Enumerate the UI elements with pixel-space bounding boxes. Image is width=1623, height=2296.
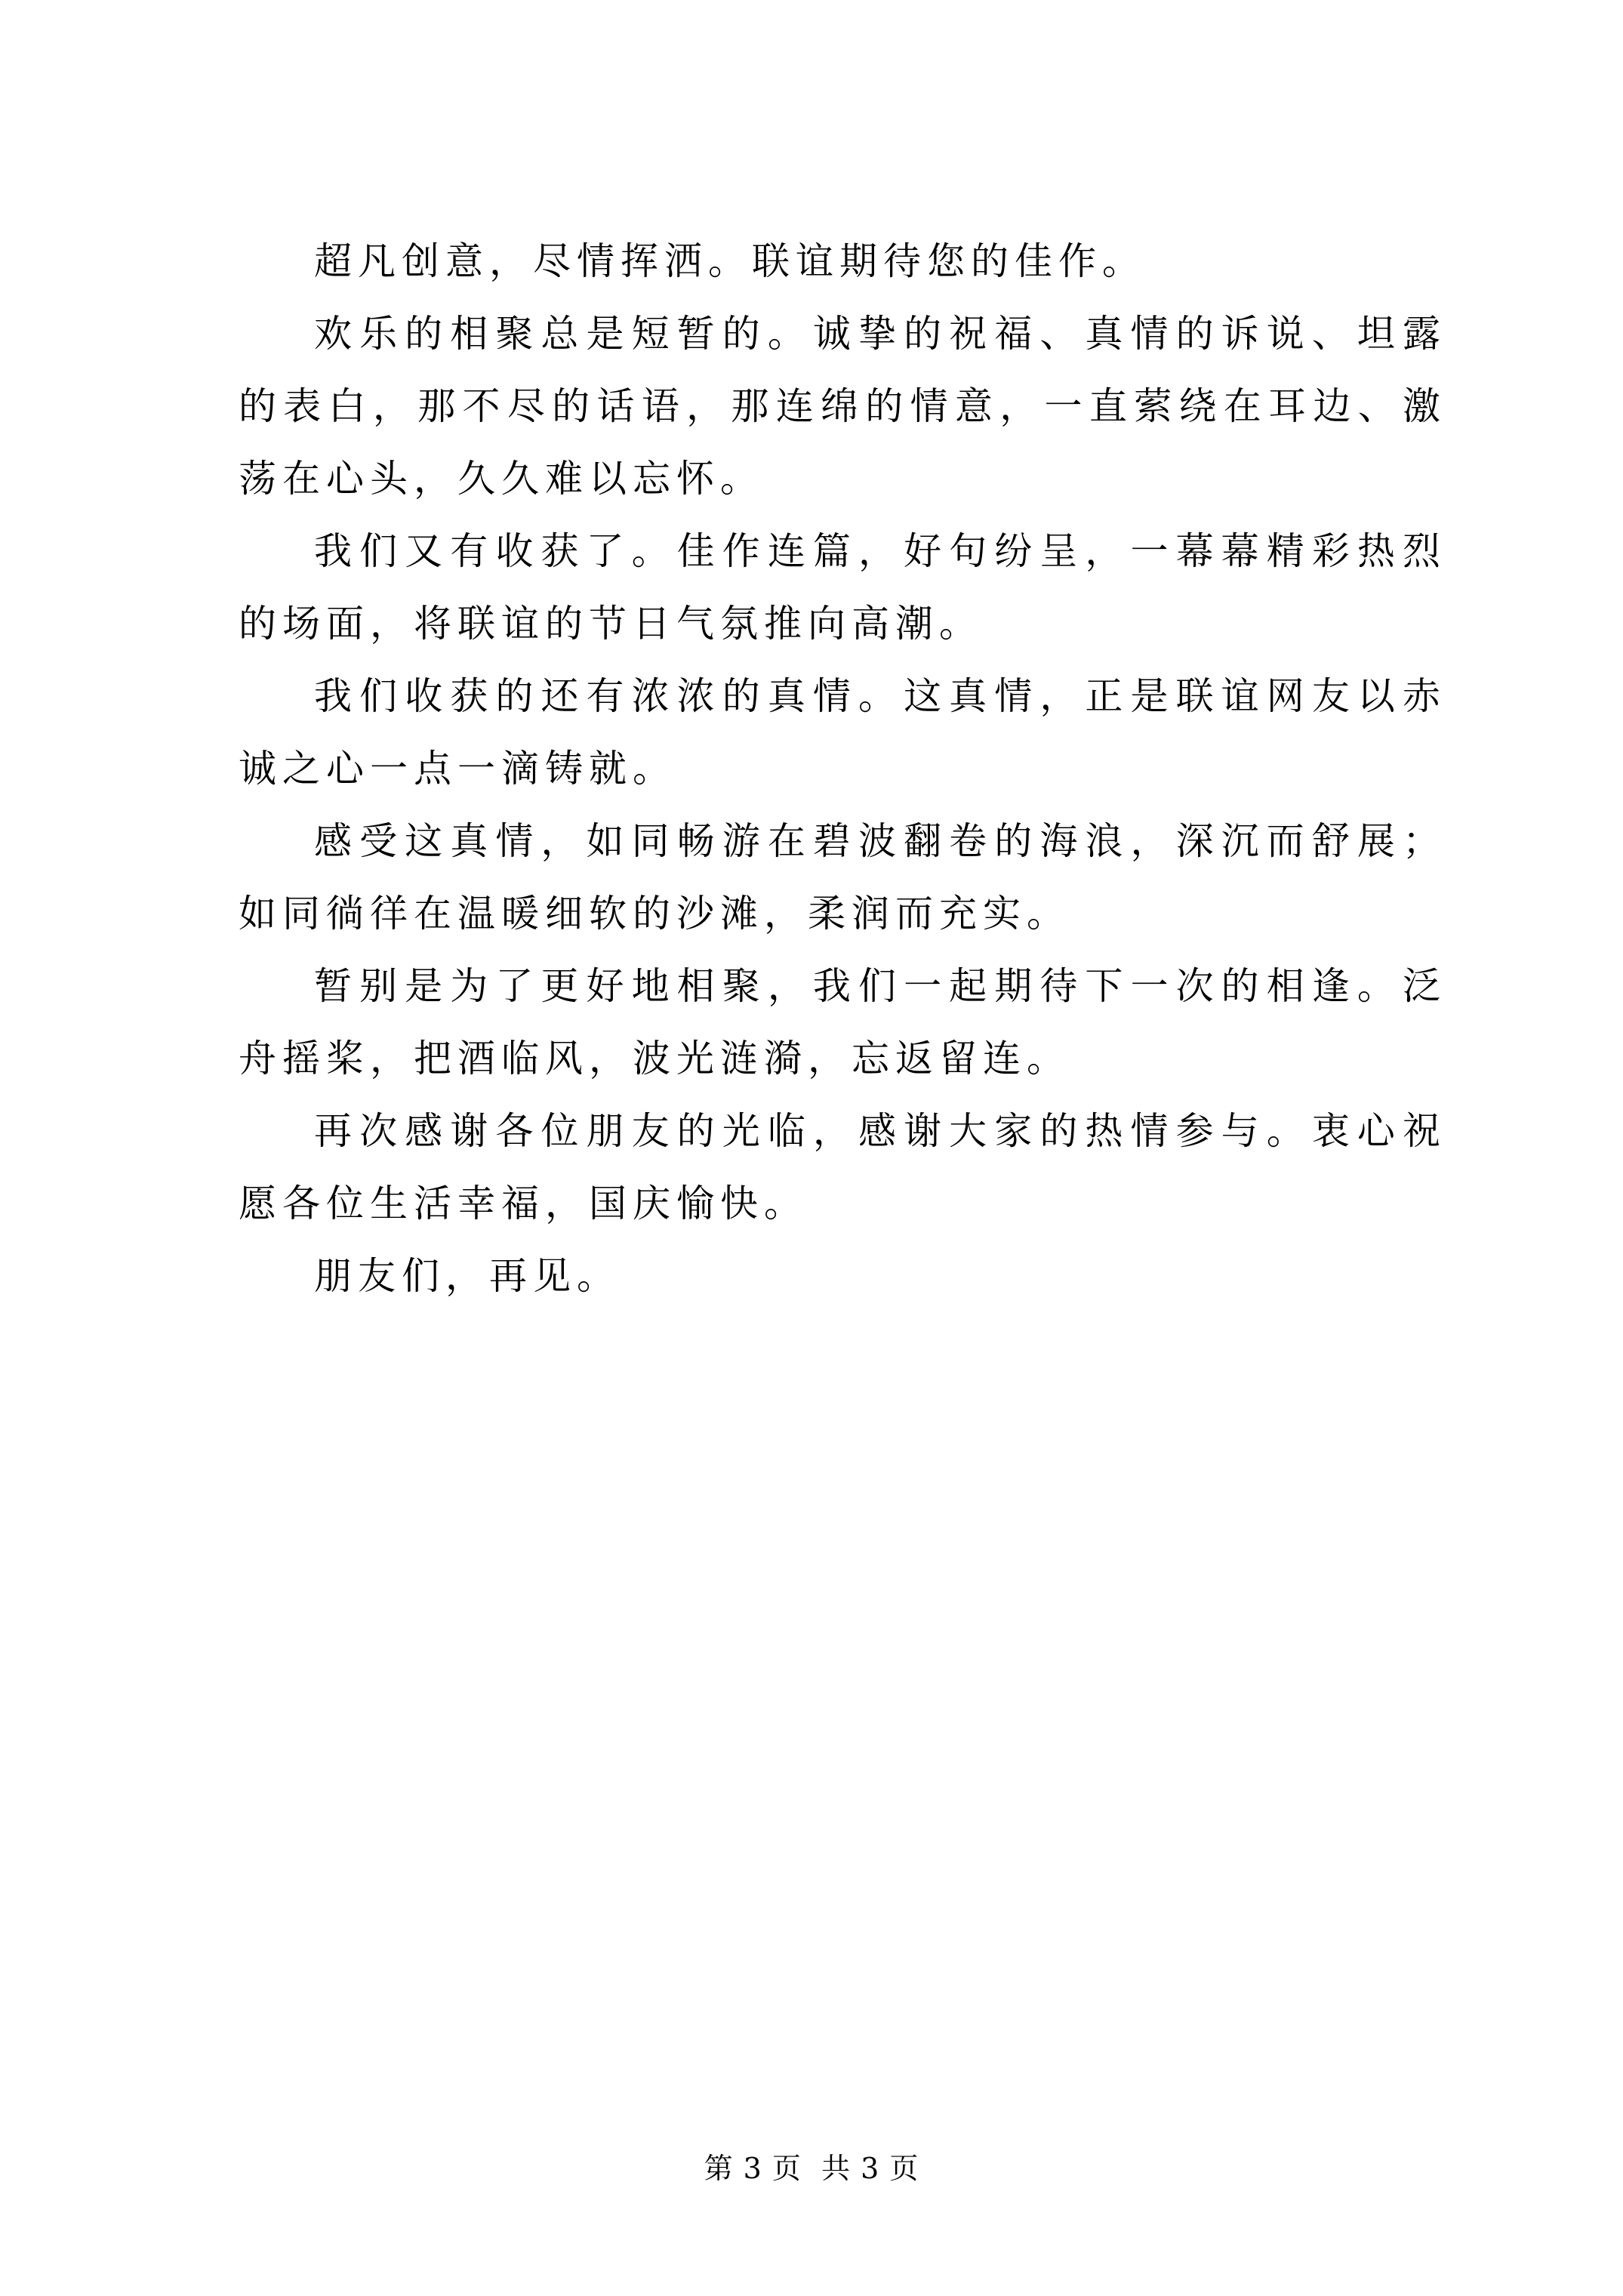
paragraph-4: 我们收获的还有浓浓的真情。这真情，正是联谊网友以赤诚之心一点一滴铸就。 bbox=[239, 674, 1446, 791]
paragraph-6: 暂别是为了更好地相聚，我们一起期待下一次的相逢。泛舟摇桨，把酒临风，波光涟漪，忘返留连。 bbox=[239, 964, 1446, 1080]
paragraph-2: 欢乐的相聚总是短暂的。诚挚的祝福、真情的诉说、坦露的表白，那不尽的话语，那连绵的情意，一直萦绕在耳边、激荡在心头，久久难以忘怀。 bbox=[239, 312, 1446, 501]
document-body bbox=[239, 225, 1446, 1312]
page-footer bbox=[0, 2150, 1623, 2187]
paragraph-8: 朋友们，再见。 bbox=[314, 1254, 621, 1298]
paragraph-5: 感受这真情，如同畅游在碧波翻卷的海浪，深沉而舒展；如同徜徉在温暖细软的沙滩，柔润而充实。 bbox=[239, 819, 1446, 935]
paragraph-1: 超凡创意，尽情挥洒。联谊期待您的佳作。 bbox=[314, 239, 1146, 283]
page-number-label: 第 3 页 共 3 页 bbox=[704, 2152, 919, 2185]
paragraph-3: 我们又有收获了。佳作连篇，好句纷呈，一幕幕精彩热烈的场面，将联谊的节日气氛推向高潮。 bbox=[239, 529, 1446, 646]
paragraph-7: 再次感谢各位朋友的光临，感谢大家的热情参与。衷心祝愿各位生活幸福，国庆愉快。 bbox=[239, 1109, 1446, 1225]
